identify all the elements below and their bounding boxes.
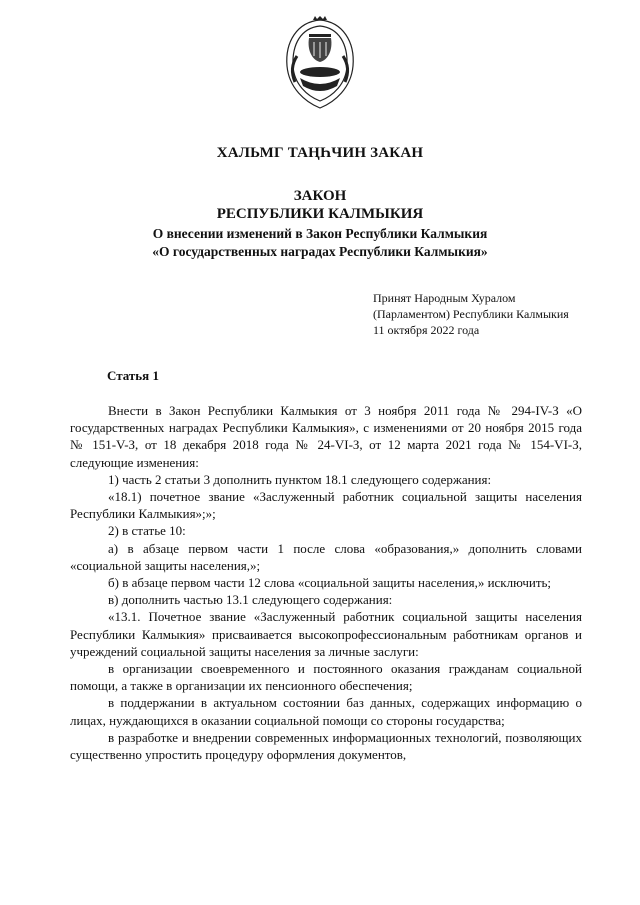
adoption-date: 11 октября 2022 года	[373, 323, 480, 337]
law-subtitle-2: «О государственных наградах Республики Калмыкия»	[152, 244, 488, 259]
adoption-line-2: (Парламентом) Республики Калмыкия	[373, 307, 569, 321]
paragraph: в организации своевременного и постоянного оказания гражданам социальной помощи, а также в организации их пенсионного обеспечения;	[70, 661, 582, 694]
law-subtitle-1: О внесении изменений в Закон Республики Калмыкия	[152, 226, 488, 241]
paragraph: в) дополнить частью 13.1 следующего содержания:	[108, 592, 393, 608]
paragraph: 2) в статье 10:	[108, 523, 186, 539]
article-body	[70, 402, 582, 763]
paragraph: б) в абзаце первом части 12 слова «социальной защиты населения,» исключить;	[108, 575, 552, 591]
coat-of-arms-emblem	[279, 16, 361, 112]
republic-title: РЕСПУБЛИКИ КАЛМЫКИЯ	[216, 206, 424, 222]
adoption-line-1: Принят Народным Хуралом	[373, 291, 516, 305]
adoption-note	[373, 290, 569, 338]
paragraph: в поддержании в актуальном состоянии баз данных, содержащих информацию о лицах, нуждающихся в оказании социальной помощи со стороны государства;	[70, 695, 582, 728]
paragraph: «13.1. Почетное звание «Заслуженный работник социальной защиты населения Республики Калмыкия» присваивается высокопрофессиональным работникам органов и учреждений социальной защиты населения за личные заслуги:	[70, 609, 582, 659]
article-heading: Статья 1	[107, 368, 159, 383]
paragraph: а) в абзаце первом части 1 после слова «образования,» дополнить словами «социальной защиты населения,»;	[70, 540, 582, 573]
paragraph: Внести в Закон Республики Калмыкия от 3 ноября 2011 года № 294-IV-З «О государственных наградах Республики Калмыкия», с изменениями от 20 ноября 2015 года № 151-V-З, от 18 декабря 2018 года № 24-VI-З, от 12 марта 2021 года № 154-VI-З, следующие изменения:	[70, 403, 582, 470]
paragraph: 1) часть 2 статьи 3 дополнить пунктом 18.1 следующего содержания:	[108, 471, 492, 487]
paragraph: «18.1) почетное звание «Заслуженный работник социальной защиты населения Республики Калмыкия»;»;	[70, 489, 582, 522]
paragraph: в разработке и внедрении современных информационных технологий, позволяющих существенно упростить процедуру оформления документов,	[70, 729, 582, 763]
law-word: ЗАКОН	[293, 188, 347, 204]
kalmyk-law-title: ХАЛЬМГ ТАҢҺЧИН ЗАКАН	[216, 145, 424, 161]
